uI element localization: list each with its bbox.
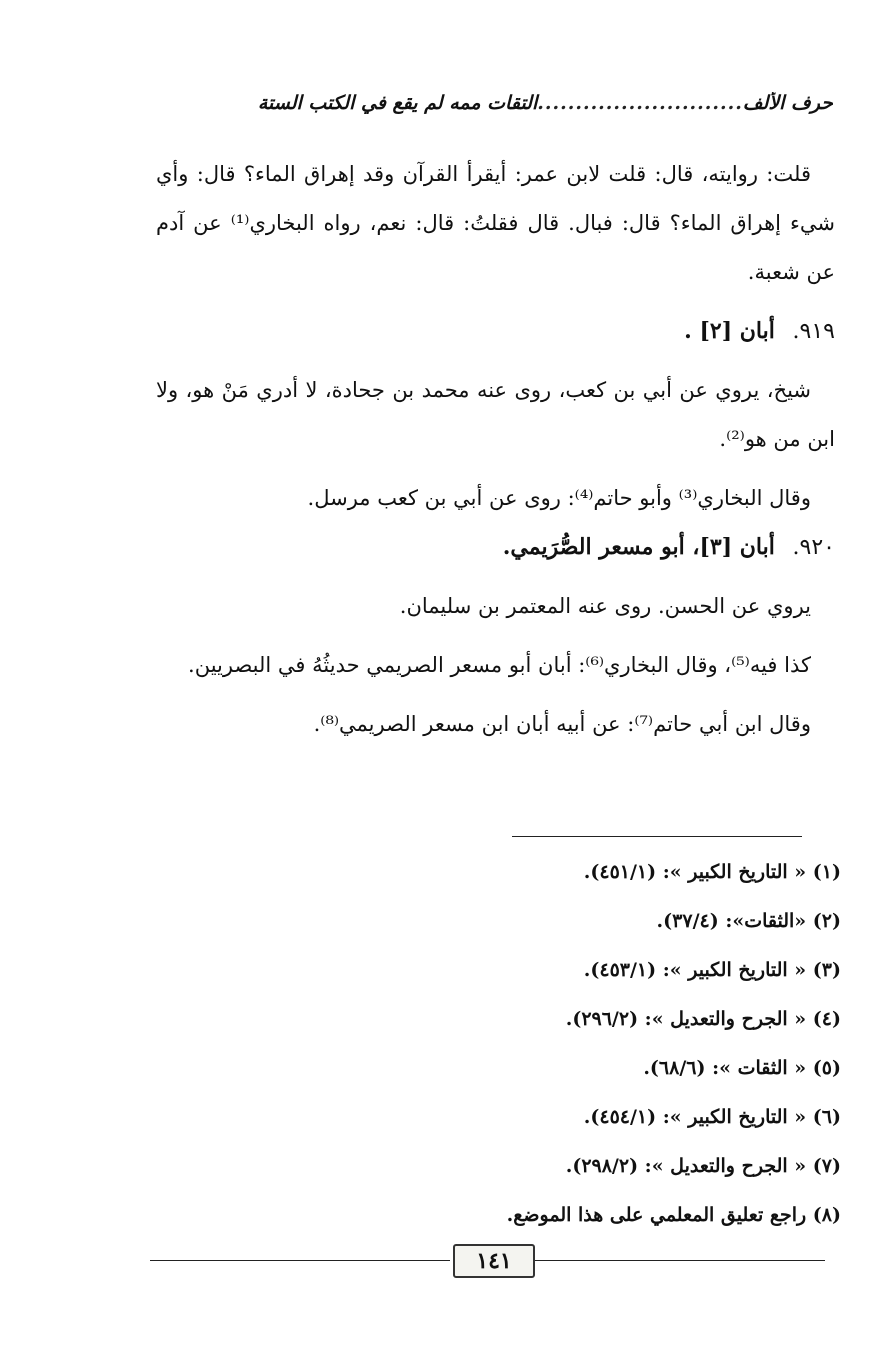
footnote-7: (٧) « الجرح والتعديل »: (٢٩٨/٢). [565, 1155, 841, 1177]
footnotes [120, 848, 841, 1240]
entry-title: أبان [٣]، أبو مسعر الصُّرَيمي. [502, 534, 775, 560]
entry-number: ٩٢٠. [792, 535, 835, 560]
paragraph-4: يروي عن الحسن. روى عنه المعتمر بن سليمان. [399, 594, 811, 618]
footnote-separator [512, 836, 802, 837]
footnote-6: (٦) « التاريخ الكبير »: (٤٥٤/١). [583, 1106, 841, 1128]
footnote-4: (٤) « الجرح والتعديل »: (٢٩٦/٢). [565, 1008, 841, 1030]
paragraph-3: وقال البخاري⁽³⁾ وأبو حاتم⁽⁴⁾: روى عن أبي بن كعب مرسل. [307, 486, 811, 510]
entry-title: أبان [٢] . [684, 318, 775, 344]
footnote-2: (٢) «الثقات»: (٣٧/٤). [656, 910, 841, 932]
paragraph-1: قلت: روايته، قال: قلت لابن عمر: أيقرأ القرآن وقد إهراق الماء؟ قال: وأي شيء إهراق الماء؟ قال: فبال. قال فقلتُ: قال: نعم، رواه البخاري⁽¹⁾ عن آدم عن شعبة. [156, 162, 835, 284]
page-number: ١٤١ [453, 1244, 535, 1278]
footnote-3: (٣) « التاريخ الكبير »: (٤٥٣/١). [583, 959, 841, 981]
header-leader-dots: ........................... [537, 92, 743, 114]
footer-rule-left [150, 1260, 450, 1261]
page-footer [150, 1242, 825, 1282]
header-chapter: حرف الألف [742, 92, 833, 114]
running-header [180, 92, 833, 114]
paragraph-5: كذا فيه⁽⁵⁾، وقال البخاري⁽⁶⁾: أبان أبو مسعر الصريمي حديثُهُ في البصريين. [188, 653, 811, 677]
entry-number: ٩١٩. [792, 319, 835, 344]
entry-heading-919 [156, 309, 835, 354]
footnote-1: (١) « التاريخ الكبير »: (٤٥١/١). [583, 861, 841, 883]
footnote-5: (٥) « الثقات »: (٦٨/٦). [643, 1057, 841, 1079]
paragraph-6: وقال ابن أبي حاتم⁽⁷⁾: عن أبيه أبان ابن مسعر الصريمي⁽⁸⁾. [313, 712, 811, 736]
footer-rule-right [535, 1260, 825, 1261]
main-text [156, 150, 835, 749]
paragraph-2: شيخ، يروي عن أبي بن كعب، روى عنه محمد بن جحادة، لا أدري مَنْ هو، ولا ابن من هو⁽²⁾. [156, 378, 835, 451]
footnote-8: (٨) راجع تعليق المعلمي على هذا الموضع. [506, 1204, 841, 1226]
entry-heading-920 [156, 525, 835, 570]
header-book-title: التقات ممه لم يقع في الكتب الستة [257, 92, 538, 114]
